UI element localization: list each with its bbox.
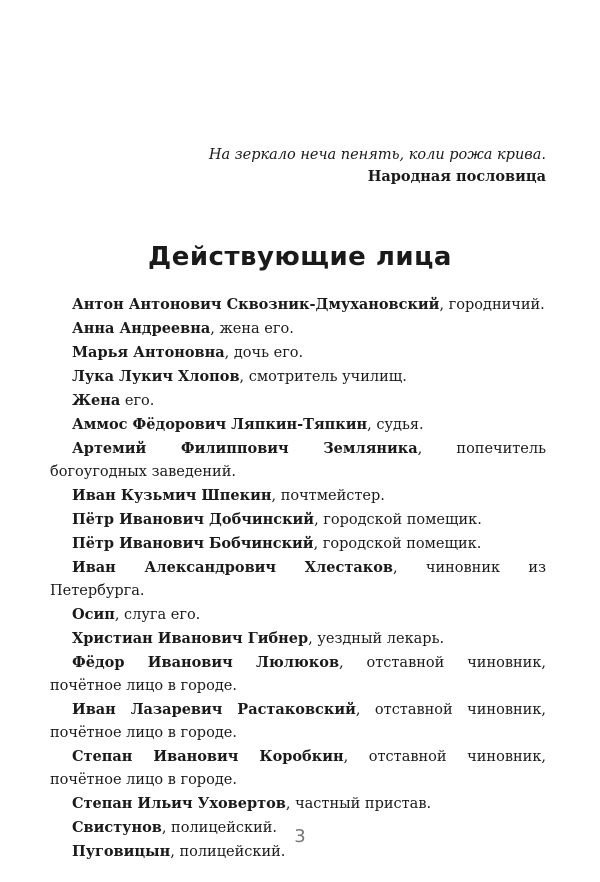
cast-list: [50, 293, 546, 864]
character-description: , отставной чиновник, почётное лицо в городе.: [50, 702, 546, 741]
cast-entry: [50, 698, 546, 745]
character-description: , попечитель богоугодных заведений.: [50, 441, 546, 480]
cast-entry: [50, 745, 546, 792]
character-name: Фёдор Иванович Люлюков: [72, 654, 340, 671]
character-name: Степан Ильич Уховертов: [72, 795, 286, 812]
cast-entry: [50, 437, 546, 484]
character-description: , полицейский.: [161, 820, 278, 836]
character-name: Жена: [72, 392, 121, 409]
character-name: Анна Андреевна: [72, 320, 211, 337]
character-name: Иван Лазаревич Растаковский: [72, 701, 356, 718]
cast-entry: [50, 651, 546, 698]
character-description: , полицейский.: [170, 844, 286, 860]
page-number: 3: [294, 826, 306, 847]
cast-entry: [50, 365, 546, 389]
character-name: Лука Лукич Хлопов: [72, 368, 240, 385]
cast-entry: [50, 603, 546, 627]
cast-entry: [50, 389, 546, 413]
cast-entry: [50, 627, 546, 651]
character-description: , жена его.: [210, 321, 294, 337]
character-description: , уездный лекарь.: [308, 631, 445, 647]
character-name: Осип: [72, 606, 115, 623]
character-description: , слуга его.: [114, 607, 201, 623]
character-description: , чиновник из Петербурга.: [50, 560, 546, 599]
character-description: , отставной чиновник, почётное лицо в городе.: [50, 655, 546, 694]
character-name: Христиан Иванович Гибнер: [72, 630, 309, 647]
character-name: Антон Антонович Сквозник-Дмухановский: [72, 296, 440, 313]
character-description: , городничий.: [439, 297, 545, 313]
character-description: , отставной чиновник, почётное лицо в городе.: [50, 749, 546, 788]
cast-entry: [50, 317, 546, 341]
cast-entry: [50, 413, 546, 437]
cast-entry: [50, 341, 546, 365]
character-name: Свистунов: [72, 819, 162, 836]
character-description: , почтмейстер.: [271, 488, 385, 504]
epigraph-quote: На зеркало неча пенять, коли рожа крива.: [208, 147, 546, 163]
character-description: , судья.: [367, 417, 424, 433]
character-name: Иван Александрович Хлестаков: [72, 559, 393, 576]
character-description: , смотритель училищ.: [239, 369, 407, 385]
character-name: Степан Иванович Коробкин: [72, 748, 344, 765]
character-name: Иван Кузьмич Шпекин: [72, 487, 272, 504]
cast-entry: [50, 508, 546, 532]
character-name: Пуговицын: [72, 843, 171, 860]
page-title: Действующие лица: [148, 242, 452, 272]
cast-entry: [50, 532, 546, 556]
cast-entry: [50, 293, 546, 317]
cast-entry: [50, 556, 546, 603]
character-description: , городской помещик.: [314, 512, 482, 528]
character-name: Марья Антоновна: [72, 344, 225, 361]
character-name: Пётр Иванович Бобчинский: [72, 535, 314, 552]
character-name: Пётр Иванович Добчинский: [72, 511, 315, 528]
character-description: , дочь его.: [224, 345, 304, 361]
epigraph-source: Народная пословица: [367, 168, 546, 185]
character-description: его.: [120, 393, 155, 409]
cast-entry: [50, 792, 546, 816]
character-description: , частный пристав.: [285, 796, 432, 812]
character-name: Артемий Филиппович Земляника: [72, 440, 418, 457]
character-name: Аммос Фёдорович Ляпкин-Тяпкин: [72, 416, 368, 433]
cast-entry: [50, 484, 546, 508]
epigraph: [209, 144, 546, 188]
character-description: , городской помещик.: [313, 536, 482, 552]
